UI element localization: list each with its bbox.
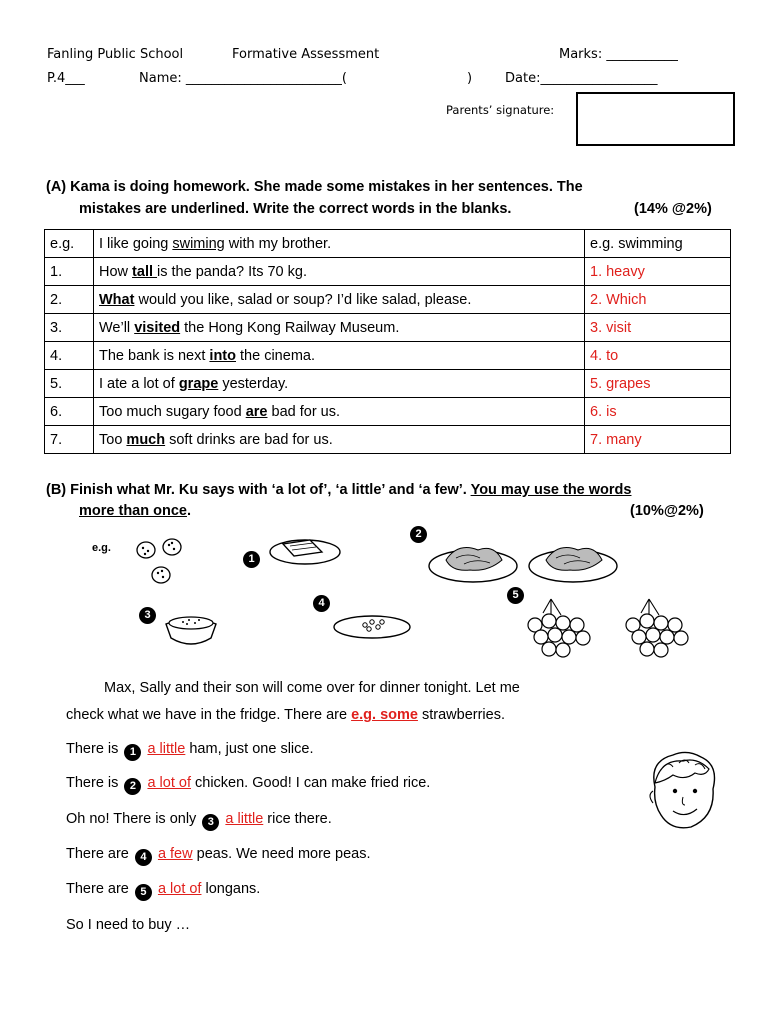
number-badge: 1 [124,744,141,761]
answer-blank[interactable]: a lot of [157,881,202,897]
answer-blank[interactable]: a little [147,741,186,757]
row-number: 5. [45,370,94,398]
assessment-title: Formative Assessment [232,47,380,62]
story-line: There are 4 a few peas. We need more peas. [66,846,370,866]
picture-number-2: 2 [410,526,427,543]
row-sentence: I like going swiming with my brother. [94,230,585,258]
chicken-plates-icon [428,528,618,586]
row-number: 1. [45,258,94,286]
table-row [45,426,731,454]
row-sentence: I ate a lot of grape yesterday. [94,370,585,398]
section-b-marks: (10%@2%) [630,503,704,519]
picture-number-1: 1 [243,551,260,568]
story-intro-2: check what we have in the fridge. There are e.g. some strawberries. [66,707,505,723]
picture-number-4: 4 [313,595,330,612]
section-a-instruction: (A) Kama is doing homework. She made some mistakes in her sentences. The [46,179,583,195]
picture-number-5: 5 [507,587,524,604]
marks-field[interactable]: Marks: ___________ [559,47,678,62]
picture-number-3: 3 [139,607,156,624]
parents-signature-label: Parents’ signature: [446,103,555,117]
row-number: 6. [45,398,94,426]
class-field[interactable]: P.4___ [47,71,85,86]
name-field[interactable]: Name: ________________________( [139,71,347,86]
row-sentence: Too much sugary food are bad for us. [94,398,585,426]
row-answer[interactable]: 7. many [585,426,731,454]
story-intro-1: Max, Sally and their son will come over for dinner tonight. Let me [104,680,520,696]
story-line: There is 1 a little ham, just one slice. [66,741,314,761]
example-answer: e.g. some [351,707,418,723]
answer-blank[interactable]: a lot of [147,775,191,791]
date-field[interactable]: Date:__________________ [505,71,658,86]
corrections-table [44,229,731,454]
row-answer[interactable]: e.g. swimming [585,230,731,258]
row-sentence: Too much soft drinks are bad for us. [94,426,585,454]
name-paren: ) [467,71,473,86]
table-row [45,286,731,314]
section-a-marks: (14% @2%) [634,201,712,217]
rice-bowl-icon [163,608,219,650]
table-row [45,314,731,342]
table-row [45,230,731,258]
table-row [45,258,731,286]
row-answer[interactable]: 2. Which [585,286,731,314]
underlined-mistake: tall [132,263,158,280]
table-row [45,398,731,426]
row-answer[interactable]: 6. is [585,398,731,426]
story-line: There are 5 a lot of longans. [66,881,260,901]
story-line: Oh no! There is only 3 a little rice there. [66,811,332,831]
section-b-instruction-2: more than once. [79,503,191,519]
row-number: 7. [45,426,94,454]
row-number: e.g. [45,230,94,258]
row-sentence: How tall is the panda? Its 70 kg. [94,258,585,286]
underlined-mistake: grape [178,375,219,392]
row-number: 4. [45,342,94,370]
row-answer[interactable]: 1. heavy [585,258,731,286]
peas-plate-icon [332,610,412,640]
eg-label: e.g. [92,542,111,554]
school-name: Fanling Public School [47,47,184,62]
underlined-mistake: What [99,291,135,308]
table-row [45,370,731,398]
answer-blank[interactable]: a few [157,846,193,862]
row-sentence: The bank is next into the cinema. [94,342,585,370]
boy-face-icon [643,747,723,833]
section-a-instruction-2: mistakes are underlined. Write the correct words in the blanks. [79,201,512,217]
row-sentence: What would you like, salad or soup? I’d like salad, please. [94,286,585,314]
row-sentence: We’ll visited the Hong Kong Railway Museum. [94,314,585,342]
number-badge: 3 [202,814,219,831]
table-row [45,342,731,370]
number-badge: 4 [135,849,152,866]
row-answer[interactable]: 3. visit [585,314,731,342]
strawberries-icon [132,536,188,588]
ham-plate-icon [268,532,342,566]
number-badge: 5 [135,884,152,901]
row-number: 2. [45,286,94,314]
row-number: 3. [45,314,94,342]
answer-blank[interactable]: a little [225,811,264,827]
number-badge: 2 [124,778,141,795]
longans-icon [521,595,711,661]
underlined-mistake: visited [134,319,181,336]
row-answer[interactable]: 5. grapes [585,370,731,398]
story-line: There is 2 a lot of chicken. Good! I can make fried rice. [66,775,430,795]
underlined-mistake: are [245,403,268,420]
section-b-instruction: (B) Finish what Mr. Ku says with ‘a lot of’, ‘a little’ and ‘a few’. You may use the words [46,482,632,498]
row-answer[interactable]: 4. to [585,342,731,370]
underlined-mistake: swiming [172,235,225,252]
parents-signature-box[interactable] [576,92,735,146]
underlined-mistake: much [126,431,166,448]
story-closing: So I need to buy … [66,917,191,933]
underlined-mistake: into [209,347,236,364]
